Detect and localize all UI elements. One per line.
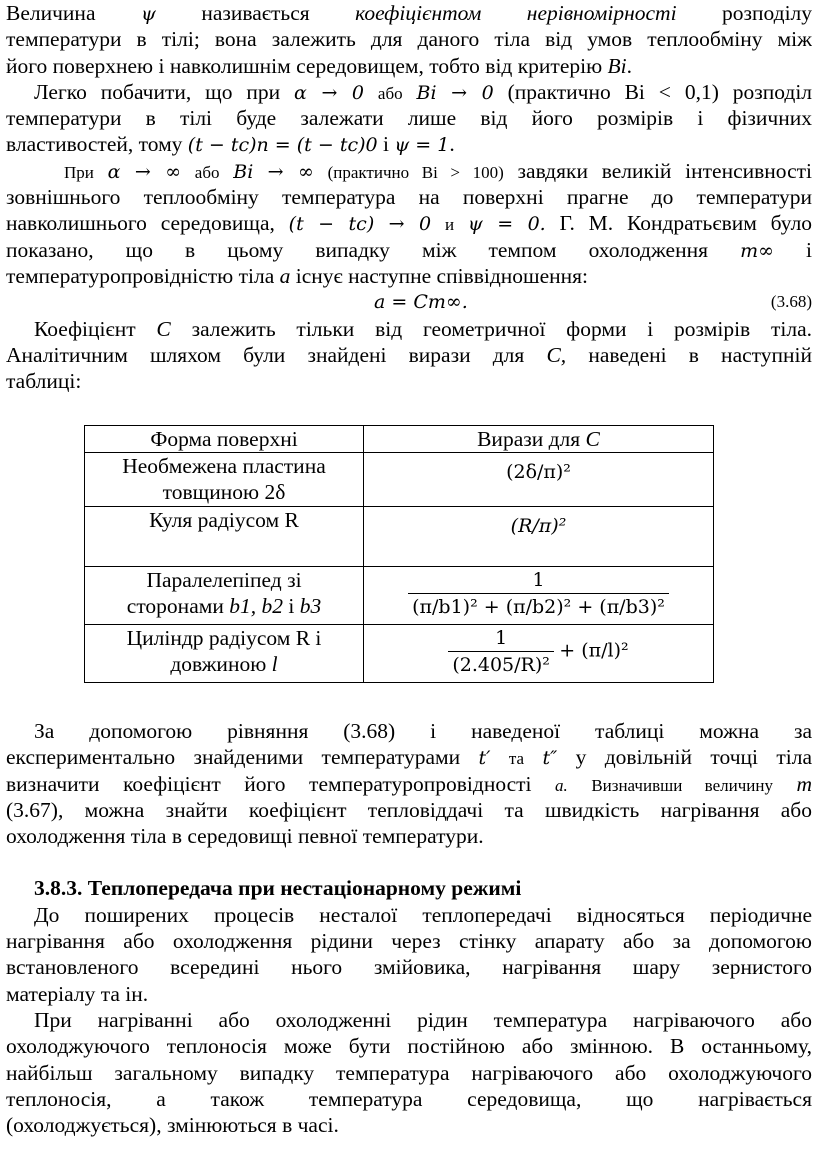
paragraph-heating	[6, 1007, 812, 1138]
text-line: охолоджуючого теплоносія може бути постійною або змінною. В останньому,	[6, 1034, 812, 1059]
expression-cell: (R/π)²	[364, 507, 714, 567]
text-line: Легко побачити, що при α → 0 або Bi → 0 (практично Bi < 0,1) розподіл	[34, 79, 812, 104]
equation-3-68	[6, 289, 812, 315]
expression-cell	[364, 567, 714, 625]
text-line: температуропровідністю тіла a існує наступне співвідношення:	[6, 263, 588, 288]
expression-cell: $\frac{1}{\text{(2.405/R)²}}$ + (π/l)²	[364, 625, 714, 683]
table-row	[85, 567, 714, 625]
header-expression: Вирази для C	[364, 426, 714, 453]
text-line: таблиці:	[6, 369, 82, 394]
text-line: Величина ψ називається коефіцієнтом нерівномірності розподілу	[6, 1, 812, 25]
text-line: властивостей, тому (t − tc)п = (t − tc)0 і ψ = 1.	[6, 132, 455, 157]
table-row	[85, 507, 714, 567]
shape-cell: Циліндр радіусом R і довжиною l	[85, 625, 364, 683]
text-line: При нагріванні або охолодженні рідин температура нагріваючого або	[34, 1007, 812, 1032]
text-line: його поверхнею і навколишнім середовищем, тобто від критерію Bi.	[6, 53, 633, 78]
paragraph-usage	[6, 718, 812, 849]
text-line: (охолоджується), змінюються в часі.	[6, 1113, 339, 1138]
lower-section	[6, 718, 812, 1138]
paragraph-coefficient-c	[6, 316, 812, 395]
text-line: теплоносія, а також температура середовища, що нагрівається	[6, 1086, 812, 1111]
text-line: Коефіцієнт C залежить тільки від геометричної форми і розмірів тіла.	[34, 316, 812, 341]
shape-cell: Куля радіусом R	[85, 507, 364, 567]
header-shape: Форма поверхні	[85, 426, 364, 453]
fraction: $\frac{1}{\text{(π/b1)² + (π/b2)² + (π/b3)²}}$	[408, 567, 669, 620]
term-nonuniformity: коефіцієнтом нерівномірності	[355, 1, 677, 25]
paragraph-large-bi	[6, 158, 812, 289]
text-line: (3.67), можна знайти коефіцієнт тепловіддачі та швидкість нагрівання або	[6, 797, 812, 822]
text-line: За допомогою рівняння (3.68) і наведеної таблиці можна за	[34, 719, 812, 743]
fraction: $\frac{1}{\text{(2.405/R)²}}$	[448, 625, 554, 678]
text-line: температури в тілі буде залежати лише від його розмірів і фізичних	[6, 106, 812, 131]
coefficient-c-table	[84, 425, 714, 683]
text-line: експериментально знайденими температурами t′ та t″ у довільній точці тіла	[6, 745, 812, 770]
text-line: температури в тілі; вона залежить для даного тіла від умов теплообміну між	[6, 27, 812, 52]
text-line: До поширених процесів несталої теплопередачі відносяться періодичне	[34, 902, 812, 927]
text-line: найбільш загальному випадку температура нагріваючого або охолоджуючого	[6, 1060, 812, 1085]
paragraph-psi-definition	[6, 0, 812, 79]
paragraph-unsteady	[6, 902, 812, 1007]
text-line: нагрівання або охолодження рідини через стінку апарату або за допомогою	[6, 929, 812, 954]
text-line: матеріалу та ін.	[6, 981, 149, 1006]
equation-number: (3.68)	[770, 292, 812, 312]
text-line: показано, що в цьому випадку між темпом охолодження m∞ і	[6, 237, 812, 262]
text-line: охолодження тіла в середовищі певної температури.	[6, 824, 484, 849]
section-heading: 3.8.3. Теплопередача при нестаціонарному режимі	[34, 876, 522, 901]
text-line: зовнішнього теплообміну температура на поверхні прагне до температури	[6, 185, 812, 210]
paragraph-small-bi	[6, 79, 812, 158]
text-line: визначити коефіцієнт його температуропровідності a. Визначивши величину m	[6, 771, 812, 796]
text-line: Аналітичним шляхом були знайдені вирази для C, наведені в наступній	[6, 342, 812, 367]
table-row	[85, 453, 714, 507]
psi-symbol: ψ	[140, 3, 156, 25]
document-page	[6, 0, 812, 394]
expression-cell: (2δ/π)²	[364, 453, 714, 507]
shape-cell: Паралелепіпед зі сторонами b1, b2 і b3	[85, 567, 364, 625]
equation-text: a = Cm∞.	[374, 291, 468, 314]
text-line: навколишнього середовища, (t − tc) → 0 и ψ = 0. Г. М. Кондратьєвим було	[6, 211, 812, 236]
table-row	[85, 625, 714, 683]
text-line: встановленого всередині нього змійовика, нагрівання шару зернистого	[6, 955, 812, 980]
shape-cell: Необмежена пластина товщиною 2δ	[85, 453, 364, 507]
text-line: При α → ∞ або Bi → ∞ (практично Bi > 100) завдяки великій інтенсивності	[64, 158, 812, 183]
table-header-row	[85, 426, 714, 453]
